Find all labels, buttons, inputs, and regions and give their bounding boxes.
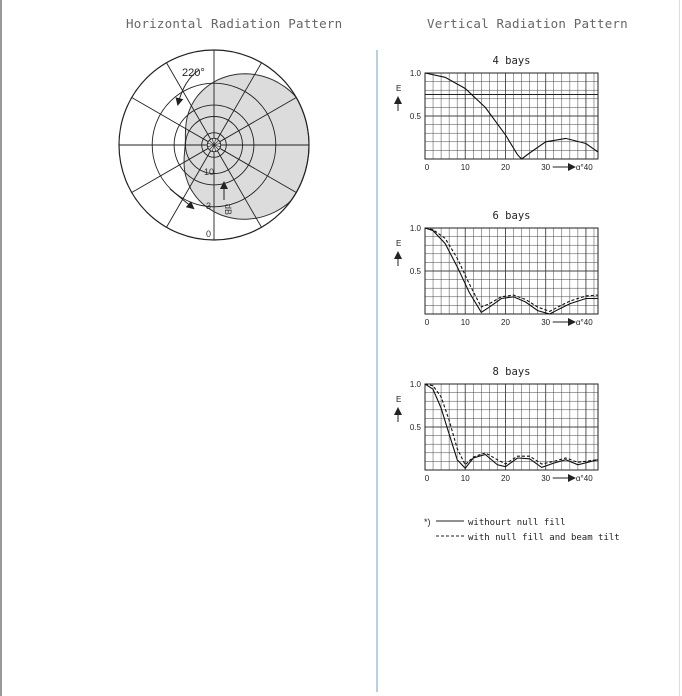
y-tick-label: 1.0 xyxy=(409,224,421,233)
polar-unit-label: dB xyxy=(223,204,233,216)
y-tick-label: 0.5 xyxy=(409,267,421,276)
polar-angle-label: 220° xyxy=(182,67,205,79)
x-tick-label: 0 xyxy=(424,163,430,172)
y-tick-label: 0.5 xyxy=(409,112,421,121)
x-tick-label: 0 xyxy=(424,318,430,327)
x-tick-label: 10 xyxy=(460,318,470,327)
polar-tick-10: 10 xyxy=(204,167,215,177)
x-axis-end-label: α°40 xyxy=(575,163,593,172)
x-tick-label: 20 xyxy=(501,474,510,483)
e-axis-label: E xyxy=(396,395,402,404)
y-tick-label: 0.5 xyxy=(409,423,421,432)
legend-marker: *) xyxy=(424,517,431,527)
polar-tick-3: 3 xyxy=(206,201,212,211)
panel-title: 4 bays xyxy=(492,55,531,67)
legend-dashed-label: with null fill and beam tilt xyxy=(468,533,620,543)
x-tick-label: 0 xyxy=(424,474,430,483)
x-tick-label: 30 xyxy=(541,474,551,483)
x-tick-label: 30 xyxy=(541,163,551,172)
legend-solid-label: withourt null fill xyxy=(468,518,566,528)
x-axis-end-label: α°40 xyxy=(575,474,593,483)
x-tick-label: 30 xyxy=(541,318,551,327)
x-tick-label: 20 xyxy=(501,163,510,172)
vertical-pattern-heading: Vertical Radiation Pattern xyxy=(427,16,628,31)
y-tick-label: 1.0 xyxy=(409,69,421,78)
panel-title: 6 bays xyxy=(492,210,531,222)
horizontal-pattern-heading: Horizontal Radiation Pattern xyxy=(126,16,343,31)
x-tick-label: 20 xyxy=(501,318,510,327)
polar-tick-0: 0 xyxy=(206,229,212,239)
x-axis-end-label: α°40 xyxy=(575,318,593,327)
y-tick-label: 1.0 xyxy=(409,380,421,389)
e-axis-label: E xyxy=(396,84,402,93)
x-tick-label: 10 xyxy=(460,163,470,172)
panel-title: 8 bays xyxy=(492,366,531,378)
e-axis-label: E xyxy=(396,239,402,248)
x-tick-label: 10 xyxy=(460,474,470,483)
